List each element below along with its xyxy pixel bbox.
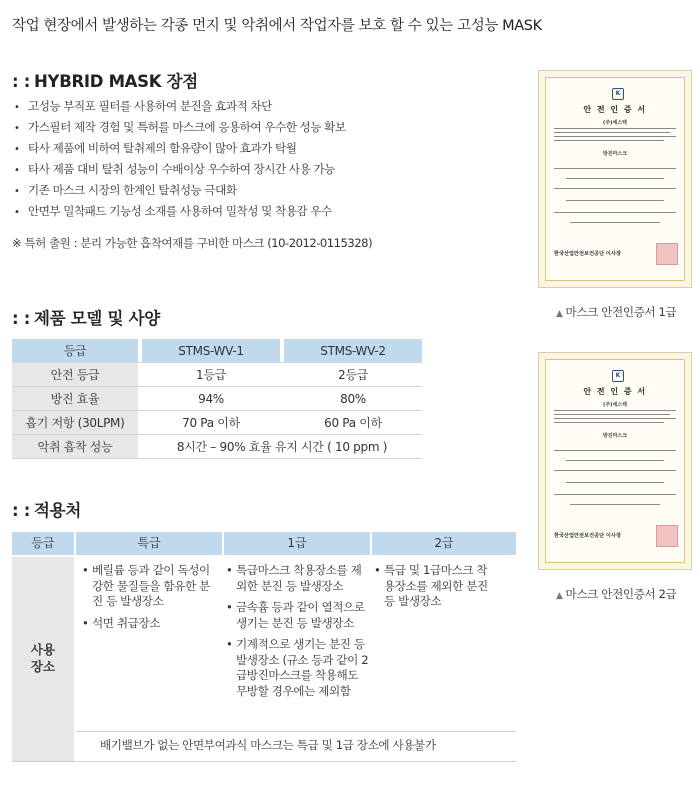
spec-cell: 94% [198,391,224,406]
certificate-caption-2: ▲ 마스크 안전인증서 2급 [556,587,677,601]
application-note: 배기밸브가 없는 안면부여과식 마스크는 특급 및 1급 장소에 사용불가 [100,738,436,752]
spec-title [12,305,160,329]
spec-cell: 1등급 [196,368,226,382]
advantages-title-text: HYBRID MASK 장점 [34,72,198,91]
spec-cell: 80% [340,391,366,406]
table-row [12,363,422,387]
title-prefix: : : [12,309,31,328]
table-row [12,435,422,459]
app-header-grade1: 1급 [224,532,370,555]
certificate-company: (주)세스텍 [603,120,627,126]
advantages-title [12,68,198,92]
certificate-caption-1: ▲ 마스크 안전인증서 1급 [556,305,677,319]
application-title-text: 적용처 [34,501,81,520]
certificate-image [538,352,692,570]
divider [12,761,516,762]
triangle-up-icon: ▲ [556,591,563,601]
list-item: • 기계적으로 생기는 분진 등 발생장소 (규소 등과 같이 2급방진마스크를 착용해도 무방할 경우에는 제외함 [226,637,369,698]
list-item: • 특급마스크 착용장소를 제외한 분진 등 발생장소 [226,563,362,593]
list-item: • 특급 및 1급마스크 착용장소를 제외한 분진 등 발생장소 [374,563,488,608]
spec-cell: 60 Pa 이하 [324,416,382,430]
list-item: • 금속흄 등과 같이 열적으로 생기는 분진 등 발생장소 [226,600,365,630]
list-item: • 타사 제품에 비하여 탈취제의 함유량이 많아 효과가 탁월 [14,141,297,155]
spec-row-label: 안전 등급 [12,363,138,387]
spec-cell-merged: 8시간 – 90% 효율 유지 시간 ( 10 ppm ) [176,440,388,454]
app-row-label-line1: 사용 [30,642,56,657]
table-header-row [12,339,422,363]
spec-header-grade: 등급 [12,339,138,363]
app-row-label [12,557,74,761]
list-item: • 타사 제품 대비 탈취 성능이 수배이상 우수하여 장시간 사용 가능 [14,162,335,176]
app-header-grade2: 2급 [372,532,516,555]
certificate-issuer: 한국산업안전보건공단 이사장 [554,533,621,539]
spec-row-label: 흡기 저항 (30LPM) [12,411,138,435]
certificate-issuer: 한국산업안전보건공단 이사장 [554,251,621,257]
list-item: • 베릴륨 등과 같이 독성이 강한 물질들을 함유한 분진 등 발생장소 [82,563,210,608]
app-row-label-line2: 장소 [30,659,56,674]
list-item: • 가스필터 제작 경험 및 특허를 마스크에 응용하여 우수한 성능 확보 [14,120,346,134]
patent-note: ※ 특허 출원 : 분리 가능한 흡착여재를 구비한 마스크 (10-2012-0115328) [12,236,373,250]
triangle-up-icon: ▲ [556,309,563,319]
certificate-title: 안 전 인 증 서 [583,387,647,396]
spec-row-label: 악취 흡착 성능 [12,435,138,459]
list-item: • 안면부 밀착패드 기능성 소재를 사용하여 밀착성 및 착용감 우수 [14,204,332,218]
app-cell-special [82,563,220,637]
certificate-title: 안 전 인 증 서 [583,105,647,114]
certificate-company: (주)세스텍 [603,402,627,408]
certificate-product: 방진마스크 [602,433,628,439]
seal-stamp-icon [656,243,678,265]
application-title [12,497,81,521]
spec-header-model-2: STMS-WV-2 [284,339,422,363]
divider [76,731,516,732]
spec-header-model-1: STMS-WV-1 [142,339,280,363]
list-item: • 기존 마스크 시장의 한계인 탈취성능 극대화 [14,183,237,197]
title-prefix: : : [12,72,31,91]
spec-table [12,339,422,459]
certificate-image [538,70,692,288]
seal-stamp-icon [656,525,678,547]
table-row [12,411,422,435]
app-header-grade: 등급 [12,532,74,555]
app-cell-grade2 [374,563,492,616]
advantages-list [14,98,346,224]
spec-row-label: 방진 효율 [12,387,138,411]
list-item: • 고성능 부직포 필터를 사용하여 분진을 효과적 차단 [14,99,272,113]
intro-text: 작업 현장에서 발생하는 각종 먼지 및 악취에서 작업자를 보호 할 수 있는 고성능 MASK [12,18,542,34]
spec-cell: 2등급 [338,368,368,382]
app-cell-grade1 [226,563,370,705]
spec-cell: 70 Pa 이하 [182,416,240,430]
kc-mark-icon: K [612,370,624,382]
table-row [12,387,422,411]
list-item: • 석면 취급장소 [82,615,161,630]
title-prefix: : : [12,501,31,520]
certificate-product: 방진마스크 [602,151,628,157]
spec-title-text: 제품 모델 및 사양 [34,309,160,328]
kc-mark-icon: K [612,88,624,100]
application-table [12,532,516,762]
app-header-special: 특급 [76,532,222,555]
